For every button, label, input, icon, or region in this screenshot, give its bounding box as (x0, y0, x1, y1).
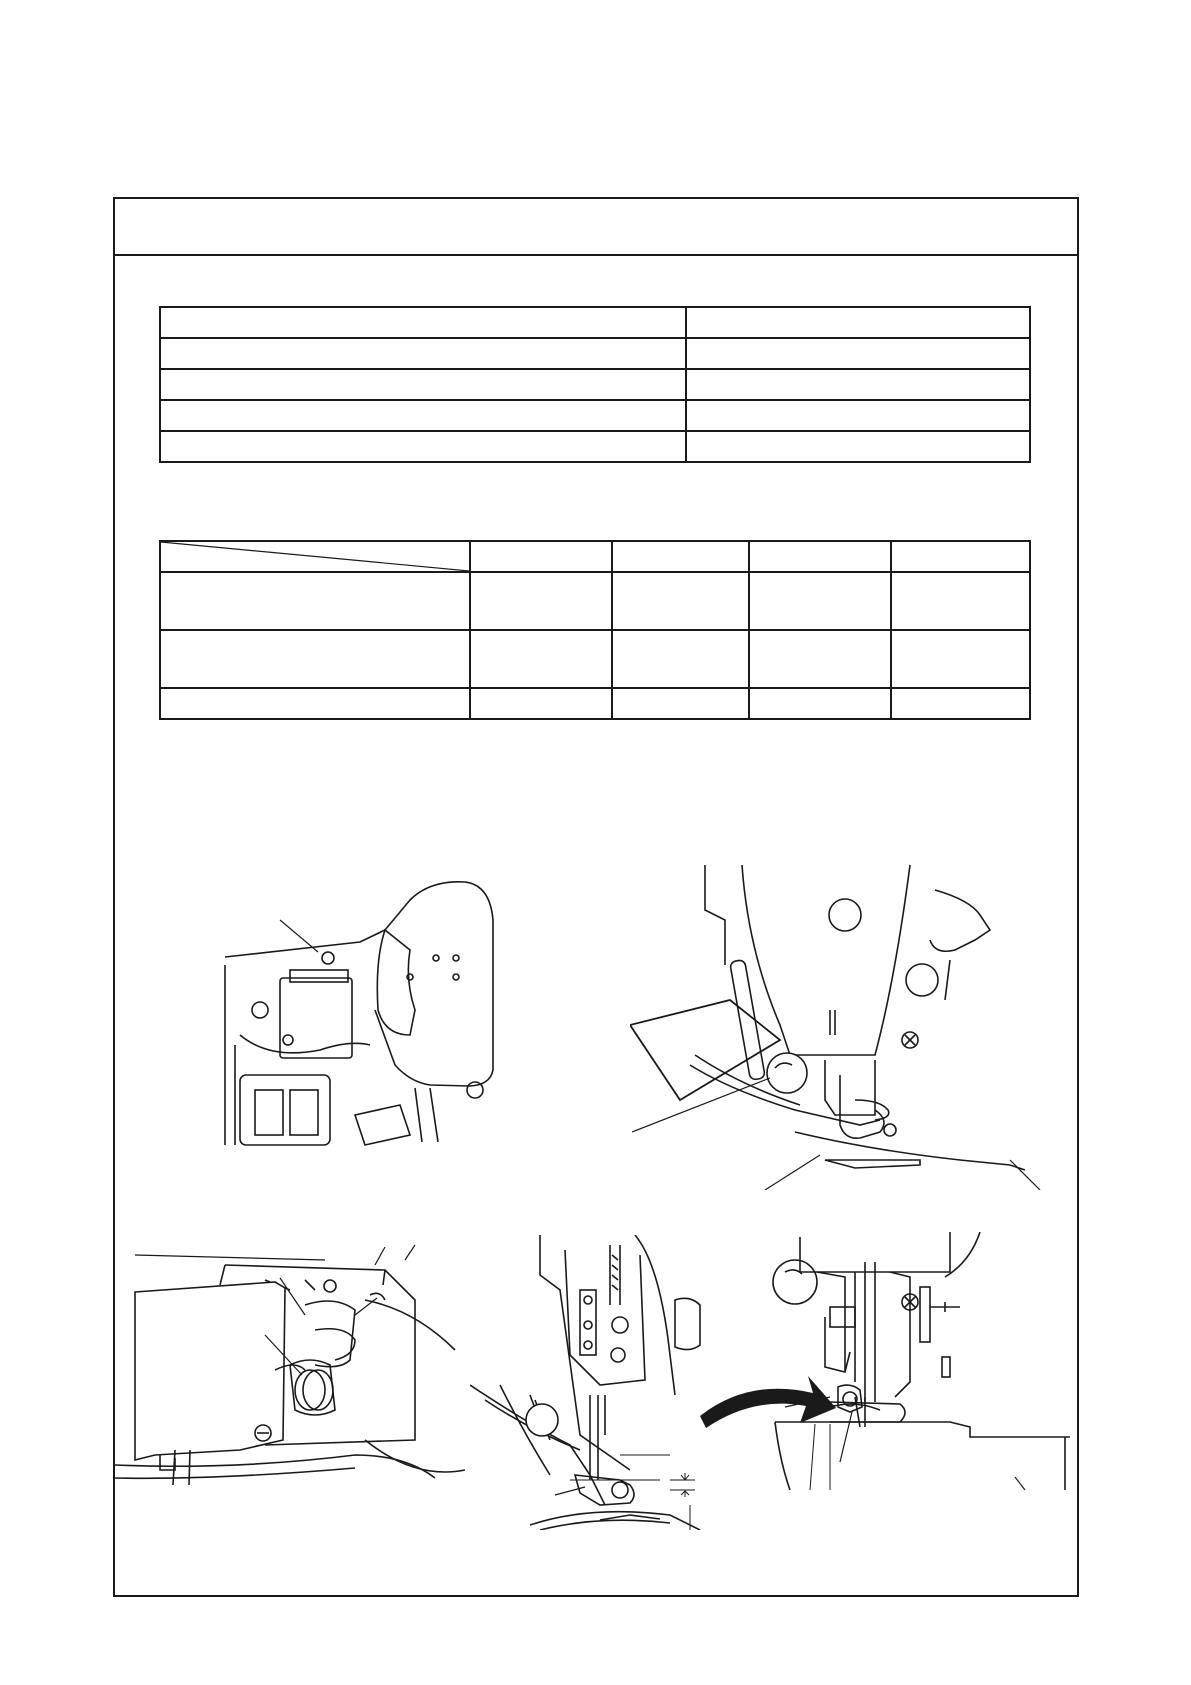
table-cell (891, 630, 1030, 688)
table-cell (749, 688, 892, 719)
table-cell (470, 688, 612, 719)
table-cell (612, 688, 749, 719)
table-row (160, 541, 1030, 572)
table-cell (612, 630, 749, 688)
table-cell (749, 572, 892, 630)
table-cell (686, 338, 1030, 369)
foot-side-view-illustration (770, 1232, 1070, 1492)
table-row (160, 688, 1030, 719)
table-cell (470, 572, 612, 630)
table-cell (612, 572, 749, 630)
table-cell (160, 369, 686, 400)
table-row (160, 338, 1030, 369)
table-cell (160, 572, 470, 630)
table-cell (891, 541, 1030, 572)
table-cell (470, 630, 612, 688)
table-row (160, 630, 1030, 688)
table-cell (160, 338, 686, 369)
table-row (160, 307, 1030, 338)
table-cell (160, 688, 470, 719)
presser-lever-illustration (630, 860, 1050, 1190)
spec-table-1 (159, 306, 1031, 463)
table-row (160, 369, 1030, 400)
table-cell (686, 400, 1030, 431)
table-cell (749, 541, 892, 572)
table-cell (749, 630, 892, 688)
table-cell (160, 400, 686, 431)
table-cell (891, 688, 1030, 719)
table-row (160, 400, 1030, 431)
diagonal-slash (161, 542, 469, 571)
tension-cover-illustration (115, 1240, 470, 1485)
table-row (160, 431, 1030, 462)
table-cell (160, 431, 686, 462)
table-cell (160, 630, 470, 688)
table-row (160, 572, 1030, 630)
spec-table-2 (159, 540, 1031, 720)
diagonal-header-cell (160, 541, 470, 572)
table-cell (686, 307, 1030, 338)
table-cell (686, 369, 1030, 400)
table-cell (470, 541, 612, 572)
table-cell (891, 572, 1030, 630)
section-header (115, 199, 1077, 256)
machine-head-cover-illustration (200, 860, 500, 1150)
table-cell (160, 307, 686, 338)
table-cell (612, 541, 749, 572)
table-cell (686, 431, 1030, 462)
